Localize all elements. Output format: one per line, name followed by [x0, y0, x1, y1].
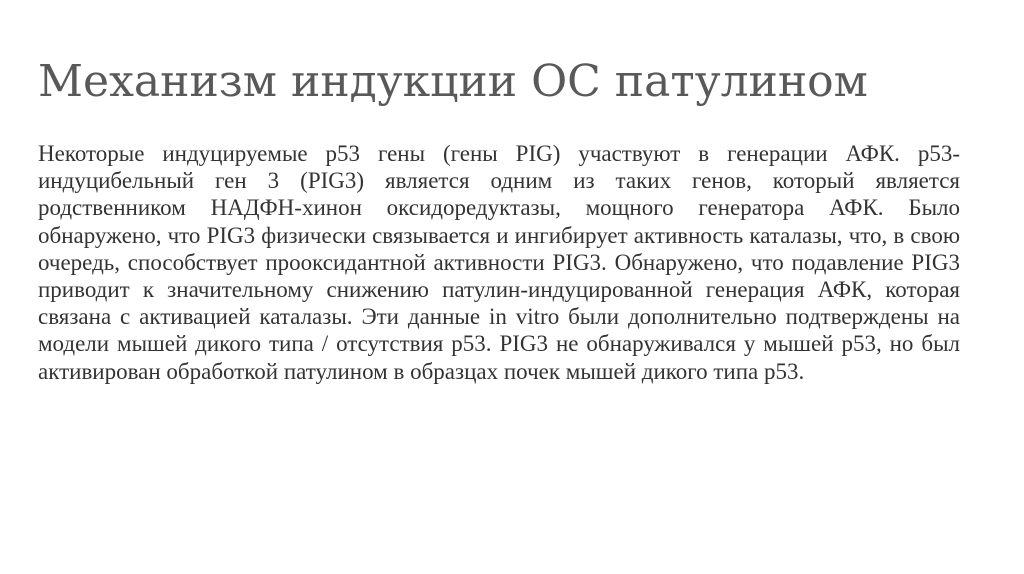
slide-body-text: Некоторые индуцируемые p53 гены (гены PIG) участвуют в генерации АФК. p53-индуцибельный ген 3 (PIG3) является одним из таких генов, который является родственником НАДФН-хинон оксидоредуктазы, мощного генератора АФК. Было обнаружено, что PIG3 физически связывается и ингибирует активность каталазы, что, в свою очередь, способствует прооксидантной активности PIG3. Обнаружено, что подавление PIG3 приводит к значительному снижению патулин-индуцированной генерация АФК, которая связана с активацией каталазы. Эти данные in vitro были дополнительно подтверждены на модели мышей дикого типа / отсутствия p53. PIG3 не обнаруживался у мышей p53, но был активирован обработкой патулином в образцах почек мышей дикого типа p53.: [38, 141, 960, 384]
slide-title: Механизм индукции ОС патулином: [38, 56, 868, 107]
